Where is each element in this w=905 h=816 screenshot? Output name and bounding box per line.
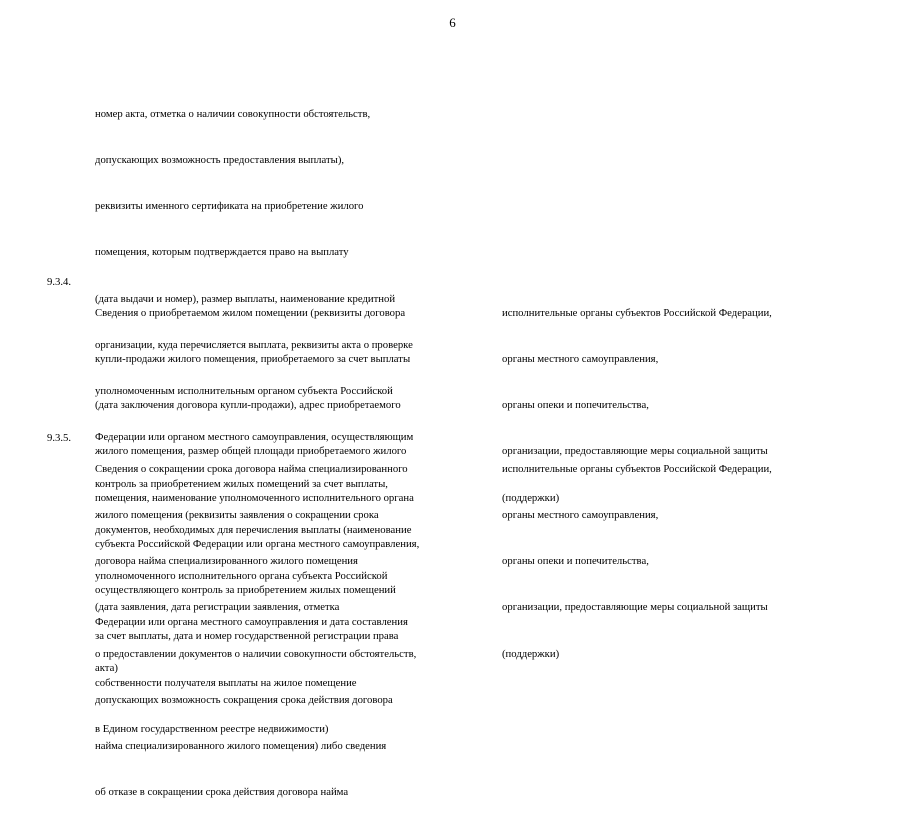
text-line: собственности получателя выплаты на жилое помещение (95, 676, 357, 689)
text-line: жилого помещения, размер общей площади приобретаемого жилого (95, 445, 407, 458)
text-line: Сведения о сокращении срока договора найма специализированного (95, 462, 408, 475)
row-responsible (502, 431, 772, 678)
text-line: организации, предоставляющие меры социальной защиты (502, 601, 768, 614)
text-line: помещения, наименование уполномоченного исполнительного органа (95, 491, 414, 504)
row-number: 9.3.5. (47, 432, 72, 444)
text-line: об отказе в сокращении срока действия договора найма (95, 786, 349, 799)
text-line: (поддержки) (502, 491, 560, 504)
text-line: уполномоченным исполнительным органом субъекта Российской (95, 385, 393, 398)
text-line: купли-продажи жилого помещения, приобретаемого за счет выплаты (95, 353, 411, 366)
text-line: органы местного самоуправления, (502, 509, 659, 522)
text-line: (дата заключения договора купли-продажи), адрес приобретаемого (95, 399, 401, 412)
text-line: (дата выдачи и номер), размер выплаты, наименование кредитной (95, 292, 396, 305)
text-line: жилого помещения (реквизиты заявления о сокращении срока (95, 509, 379, 522)
text-line: органы местного самоуправления, (502, 353, 659, 366)
text-line: о предоставлении документов о наличии совокупности обстоятельств, (95, 647, 417, 660)
text-line: документов, необходимых для перечисления выплаты (наименование (95, 523, 412, 536)
text-line: акта) (95, 662, 118, 675)
text-line: организации, куда перечисляется выплата, реквизиты акта о проверке (95, 338, 413, 351)
text-line: в Едином государственном реестре недвижимости) (95, 722, 329, 735)
text-line: найма специализированного жилого помещения) либо сведения (95, 740, 387, 753)
text-line: договора найма специализированного жилого помещения (95, 555, 358, 568)
page-number: 6 (449, 15, 456, 30)
text-line: Федерации или органом местного самоуправления, осуществляющим (95, 431, 414, 444)
text-line: реквизиты именного сертификата на приобретение жилого (95, 200, 364, 213)
row-description (95, 431, 416, 816)
row-number: 9.3.4. (47, 276, 72, 288)
text-line: допускающих возможность сокращения срока действия договора (95, 693, 393, 706)
text-line: исполнительные органы субъектов Российской Федерации, (502, 462, 772, 475)
text-line: организации, предоставляющие меры социальной защиты (502, 445, 768, 458)
text-line: Федерации или органа местного самоуправления и дата составления (95, 616, 408, 629)
text-line: субъекта Российской Федерации или органа местного самоуправления, (95, 537, 420, 550)
text-line: (поддержки) (502, 647, 560, 660)
text-line: допускающих возможность предоставления выплаты), (95, 154, 345, 167)
text-line: исполнительные органы субъектов Российской Федерации, (502, 306, 772, 319)
text-line: Сведения о приобретаемом жилом помещении (реквизиты договора (95, 306, 406, 319)
text-line: помещения, которым подтверждается право на выплату (95, 246, 349, 259)
text-line: уполномоченного исполнительного органа субъекта Российской (95, 570, 388, 582)
text-line: органы опеки и попечительства, (502, 555, 649, 568)
text-line: за счет выплаты, дата и номер государственной регистрации права (95, 630, 399, 643)
text-line: контроль за приобретением жилых помещений за счет выплаты, (95, 477, 388, 490)
text-line: органы опеки и попечительства, (502, 399, 649, 412)
text-line: номер акта, отметка о наличии совокупности обстоятельств, (95, 107, 371, 120)
text-line: (дата заявления, дата регистрации заявления, отметка (95, 601, 340, 614)
text-line: осуществляющего контроль за приобретением жилых помещений (95, 584, 396, 597)
